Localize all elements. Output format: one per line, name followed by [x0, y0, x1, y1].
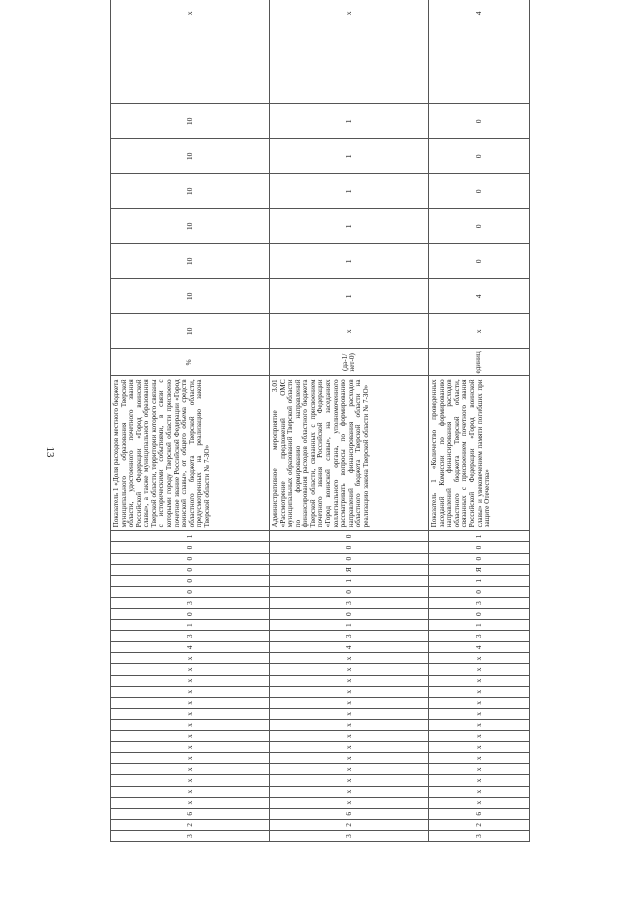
value-cell: 4: [429, 279, 530, 314]
value-cell: 1: [270, 279, 429, 314]
code-cell: х: [270, 797, 429, 808]
code-cell: 3: [270, 830, 429, 841]
unit-cell: (да-1/ нет-0): [270, 349, 429, 376]
code-cell: х: [111, 675, 270, 686]
code-cell: 0: [111, 542, 270, 553]
code-cell: 3: [429, 597, 530, 608]
code-cell: 1: [270, 575, 429, 586]
code-cell: х: [111, 697, 270, 708]
value-cell: 0: [429, 139, 530, 174]
value-cell: 1: [270, 104, 429, 139]
value-cell: х: [270, 314, 429, 349]
value-cell: 0: [429, 244, 530, 279]
code-cell: х: [111, 664, 270, 675]
code-cell: х: [429, 664, 530, 675]
code-cell: 1: [111, 531, 270, 542]
code-cell: 0: [429, 542, 530, 553]
code-cell: 0: [270, 531, 429, 542]
code-cell: х: [270, 775, 429, 786]
code-cell: х: [270, 731, 429, 742]
value-cell: 0: [429, 104, 530, 139]
value-cell: х: [429, 314, 530, 349]
code-cell: х: [111, 797, 270, 808]
code-cell: х: [429, 708, 530, 719]
code-cell: х: [270, 753, 429, 764]
code-cell: х: [111, 653, 270, 664]
code-cell: х: [111, 686, 270, 697]
value-cell: 1: [270, 139, 429, 174]
code-cell: 0: [270, 586, 429, 597]
code-cell: х: [429, 797, 530, 808]
code-cell: 6: [111, 808, 270, 819]
table-row: [429, 0, 530, 842]
value-cell: 1: [270, 244, 429, 279]
code-cell: х: [270, 686, 429, 697]
code-cell: 3: [111, 631, 270, 642]
code-cell: 3: [429, 631, 530, 642]
indicator-cell: Показатель 1 «Доля расходов местного бюджета муниципального образования Тверской области, удостоенного почетного звания Российской Федерации «Город воинской славы», а также муниципального образования Тверской области, территории которого связаны с историческими событиями, в связи с которыми городу Тверской области присвоено почетное звание Российской Федерации «Город воинской славы», от общего объема средств областного бюджета Тверской области, предусмотренных на реализацию закона Тверской области № 7-ЗО»: [111, 376, 270, 531]
code-cell: 3: [429, 830, 530, 841]
code-cell: х: [270, 653, 429, 664]
unit-cell: %: [111, 349, 270, 376]
table-row: [111, 0, 270, 842]
final-value-cell: 4: [429, 0, 530, 104]
code-cell: 2: [429, 819, 530, 830]
final-value-cell: х: [270, 0, 429, 104]
indicator-cell: Показатель 1 «Количество проведенных заседаний Комиссии по формированию направлений финансирования расходов областного бюджета Тверской области, связанных с присвоением почетного звания Российской Федерации «Город воинской славы» и увековечением памяти погибших при защите Отечества»: [429, 376, 530, 531]
rotated-table-container: [110, 11, 530, 842]
code-cell: 6: [270, 808, 429, 819]
code-cell: 2: [111, 819, 270, 830]
code-cell: 1: [429, 531, 530, 542]
code-cell: 0: [111, 609, 270, 620]
code-cell: 4: [111, 642, 270, 653]
indicator-cell: Административное мероприятие 3.01 «Рассмотрение предложений ОМС муниципальных образований Тверской области по формированию направлений финансирования расходов областного бюджета Тверской области, связанных с присвоением почетного звания Российской Федерации «Город воинской славы», на заседаниях коллегиального органа, уполномоченного рассматривать вопросы по формированию направлений финансирования расходов областного бюджета Тверской области на реализацию закона Тверской области № 7-ЗО»: [270, 376, 429, 531]
code-cell: 3: [270, 597, 429, 608]
code-cell: х: [429, 786, 530, 797]
code-cell: х: [111, 786, 270, 797]
code-cell: х: [111, 775, 270, 786]
value-cell: 10: [111, 104, 270, 139]
code-cell: 1: [111, 620, 270, 631]
code-cell: 0: [429, 609, 530, 620]
code-cell: 0: [111, 564, 270, 575]
code-cell: 0: [111, 575, 270, 586]
code-cell: х: [429, 731, 530, 742]
code-cell: 0: [270, 542, 429, 553]
code-cell: х: [270, 786, 429, 797]
code-cell: х: [270, 697, 429, 708]
code-cell: 2: [270, 819, 429, 830]
code-cell: х: [429, 719, 530, 730]
code-cell: х: [111, 719, 270, 730]
code-cell: х: [429, 775, 530, 786]
code-cell: 3: [111, 830, 270, 841]
code-cell: х: [429, 753, 530, 764]
final-value-cell: х: [111, 0, 270, 104]
page-number: 13: [44, 446, 56, 458]
code-cell: 0: [429, 553, 530, 564]
code-cell: 6: [429, 808, 530, 819]
code-cell: 3: [111, 597, 270, 608]
code-cell: 1: [429, 575, 530, 586]
code-cell: х: [111, 731, 270, 742]
value-cell: 1: [270, 209, 429, 244]
unit-cell: единиц: [429, 349, 530, 376]
value-cell: 0: [429, 174, 530, 209]
code-cell: 4: [270, 642, 429, 653]
code-cell: 3: [270, 631, 429, 642]
code-cell: 0: [111, 553, 270, 564]
code-cell: х: [270, 719, 429, 730]
code-cell: х: [270, 764, 429, 775]
code-cell: 0: [270, 609, 429, 620]
code-cell: х: [111, 708, 270, 719]
code-cell: Я: [429, 564, 530, 575]
program-indicators-table: [110, 0, 530, 842]
code-cell: х: [429, 686, 530, 697]
value-cell: 10: [111, 139, 270, 174]
value-cell: 10: [111, 314, 270, 349]
code-cell: х: [270, 742, 429, 753]
value-cell: 10: [111, 209, 270, 244]
code-cell: 1: [270, 620, 429, 631]
code-cell: 4: [429, 642, 530, 653]
code-cell: х: [429, 675, 530, 686]
value-cell: 10: [111, 244, 270, 279]
code-cell: х: [270, 675, 429, 686]
code-cell: х: [111, 764, 270, 775]
code-cell: х: [429, 653, 530, 664]
code-cell: х: [429, 764, 530, 775]
code-cell: Я: [270, 564, 429, 575]
code-cell: 0: [111, 586, 270, 597]
code-cell: 1: [429, 620, 530, 631]
code-cell: х: [429, 742, 530, 753]
value-cell: 10: [111, 279, 270, 314]
code-cell: х: [111, 753, 270, 764]
value-cell: 10: [111, 174, 270, 209]
code-cell: х: [429, 697, 530, 708]
code-cell: х: [270, 664, 429, 675]
code-cell: х: [111, 742, 270, 753]
code-cell: х: [270, 708, 429, 719]
code-cell: 0: [270, 553, 429, 564]
value-cell: 1: [270, 174, 429, 209]
code-cell: 0: [429, 586, 530, 597]
value-cell: 0: [429, 209, 530, 244]
table-row: [270, 0, 429, 842]
